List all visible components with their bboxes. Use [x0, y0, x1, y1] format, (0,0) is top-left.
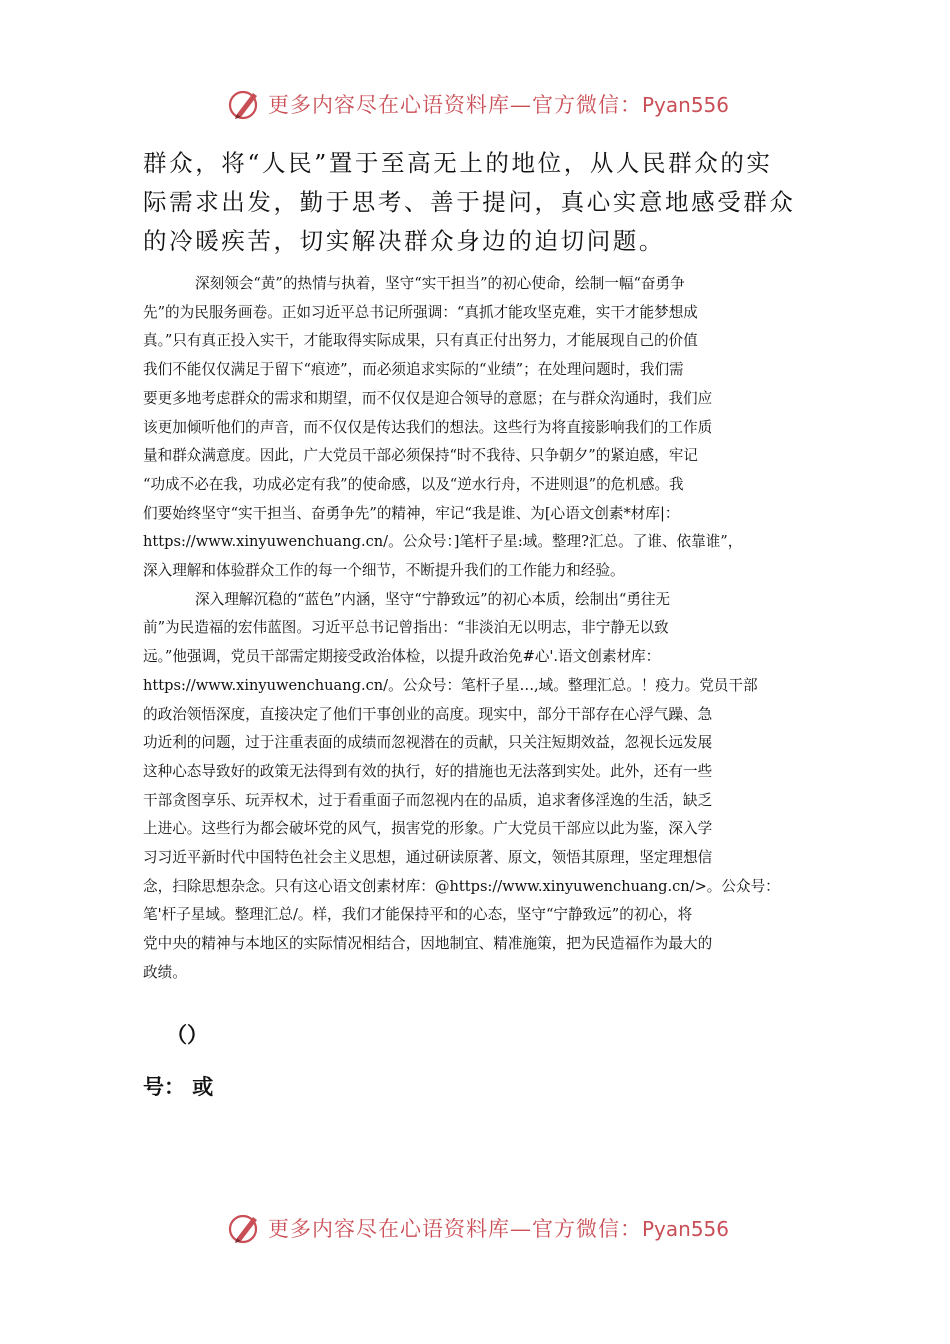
body-line: 习习近平新时代中国特色社会主义思想，通过研读原著、原文，领悟其原理，坚定理想信	[143, 849, 713, 867]
section-heading-number: 号： 或	[143, 1075, 214, 1099]
lead-line: 际需求出发，勤于思考、善于提问，真心实意地感受群众	[143, 188, 796, 216]
body-line: 要更多地考虑群众的需求和期望，而不仅仅是迎合领导的意愿；在与群众沟通时，我们应	[143, 389, 713, 407]
body-line: 深入理解沉稳的“蓝色”内涵，坚守“宁静致远”的初心本质，绘制出“勇往无	[195, 590, 671, 608]
body-line: https://www.xinyuwenchuang.cn/。公众号：笔杆子星…,域。整理汇总。！疫力。党员干部	[143, 676, 758, 694]
lead-line: 的冷暖疾苦，切实解决群众身边的迫切问题。	[143, 227, 665, 255]
body-text	[143, 270, 807, 988]
body-line: 的政治领悟深度，直接决定了他们干事创业的高度。现实中，部分干部存在心浮气躁、急	[143, 705, 713, 723]
body-line: “功成不必在我，功成必定有我”的使命感，以及“逆水行舟，不进则退”的危机感。我	[143, 475, 684, 493]
body-line: 笔'杆子星域。整理汇总/。样，我们才能保持平和的心态，坚守“宁静致远”的初心，将	[143, 906, 693, 924]
body-line: 念，扫除思想杂念。只有这心语文创素材库：@https://www.xinyuwenchuang.cn/>。公众号：	[143, 877, 780, 895]
body-line: 量和群众满意度。因此，广大党员干部必须保持“时不我待、只争朝夕”的紧迫感，牢记	[143, 447, 698, 465]
banner-prefix: 更多内容尽在心语资料库—官方微信：	[268, 93, 642, 117]
body-line: 这种心态导致好的政策无法得到有效的执行，好的措施也无法落到实处。此外，还有一些	[143, 762, 713, 780]
body-line: 干部贪图享乐、玩弄权术，过于看重面子而忽视内在的品质，追求奢侈淫逸的生活，缺乏	[143, 791, 713, 809]
body-line: 远。”他强调，党员干部需定期接受政治体检，以提升政治免#心'.语文创素材库：	[143, 648, 661, 666]
header-banner	[228, 84, 728, 124]
body-line: 先”的为民服务画卷。正如习近平总书记所强调：“真抓才能攻坚克难，实干才能梦想成	[143, 303, 698, 321]
body-line: 我们不能仅仅满足于留下“痕迹”，而必须追求实际的“业绩”；在处理问题时，我们需	[143, 361, 684, 379]
body-line: 真。”只有真正投入实干，才能取得实际成果，只有真正付出努力，才能展现自己的价值	[143, 332, 698, 350]
lead-line: 群众，将“人民”置于至高无上的地位，从人民群众的实	[143, 149, 773, 177]
body-line: 前”为民造福的宏伟蓝图。习近平总书记曾指出：“非淡泊无以明志，非宁静无以致	[143, 619, 669, 637]
banner-wechat: Pyan556	[642, 93, 730, 117]
body-line: 党中央的精神与本地区的实际情况相结合，因地制宜、精准施策，把为民造福作为最大的	[143, 935, 713, 953]
body-line: 政绩。	[143, 963, 187, 981]
body-line: 功近利的问题，过于注重表面的成绩而忽视潜在的贡献，只关注短期效益，忽视长远发展	[143, 734, 713, 752]
pen-logo-icon	[228, 1211, 262, 1245]
body-line: 上进心。这些行为都会破坏党的风气，损害党的形象。广大党员干部应以此为鉴，深入学	[143, 820, 713, 838]
pen-logo-icon	[228, 87, 262, 121]
banner-wechat: Pyan556	[642, 1217, 730, 1241]
footer-banner	[228, 1208, 728, 1248]
lead-paragraph	[143, 144, 823, 261]
body-line: 该更加倾听他们的声音，而不仅仅是传达我们的想法。这些行为将直接影响我们的工作质	[143, 418, 713, 436]
body-line: 深入理解和体验群众工作的每一个细节，不断提升我们的工作能力和经验。	[143, 562, 625, 580]
body-line: 深刻领会“黄”的热情与执着，坚守“实干担当”的初心使命，绘制一幅“奋勇争	[195, 275, 685, 292]
body-line: 们要始终坚守“实干担当、奋勇争先”的精神，牢记“我是谁、为[心语文创素*材库|：	[143, 504, 680, 522]
banner-prefix: 更多内容尽在心语资料库—官方微信：	[268, 1217, 642, 1241]
section-heading-paren: （）	[166, 1023, 208, 1047]
body-line: https://www.xinyuwenchuang.cn/。公众号：]笔杆子星:域。整理?汇总。了谁、依靠谁”，	[143, 533, 743, 551]
